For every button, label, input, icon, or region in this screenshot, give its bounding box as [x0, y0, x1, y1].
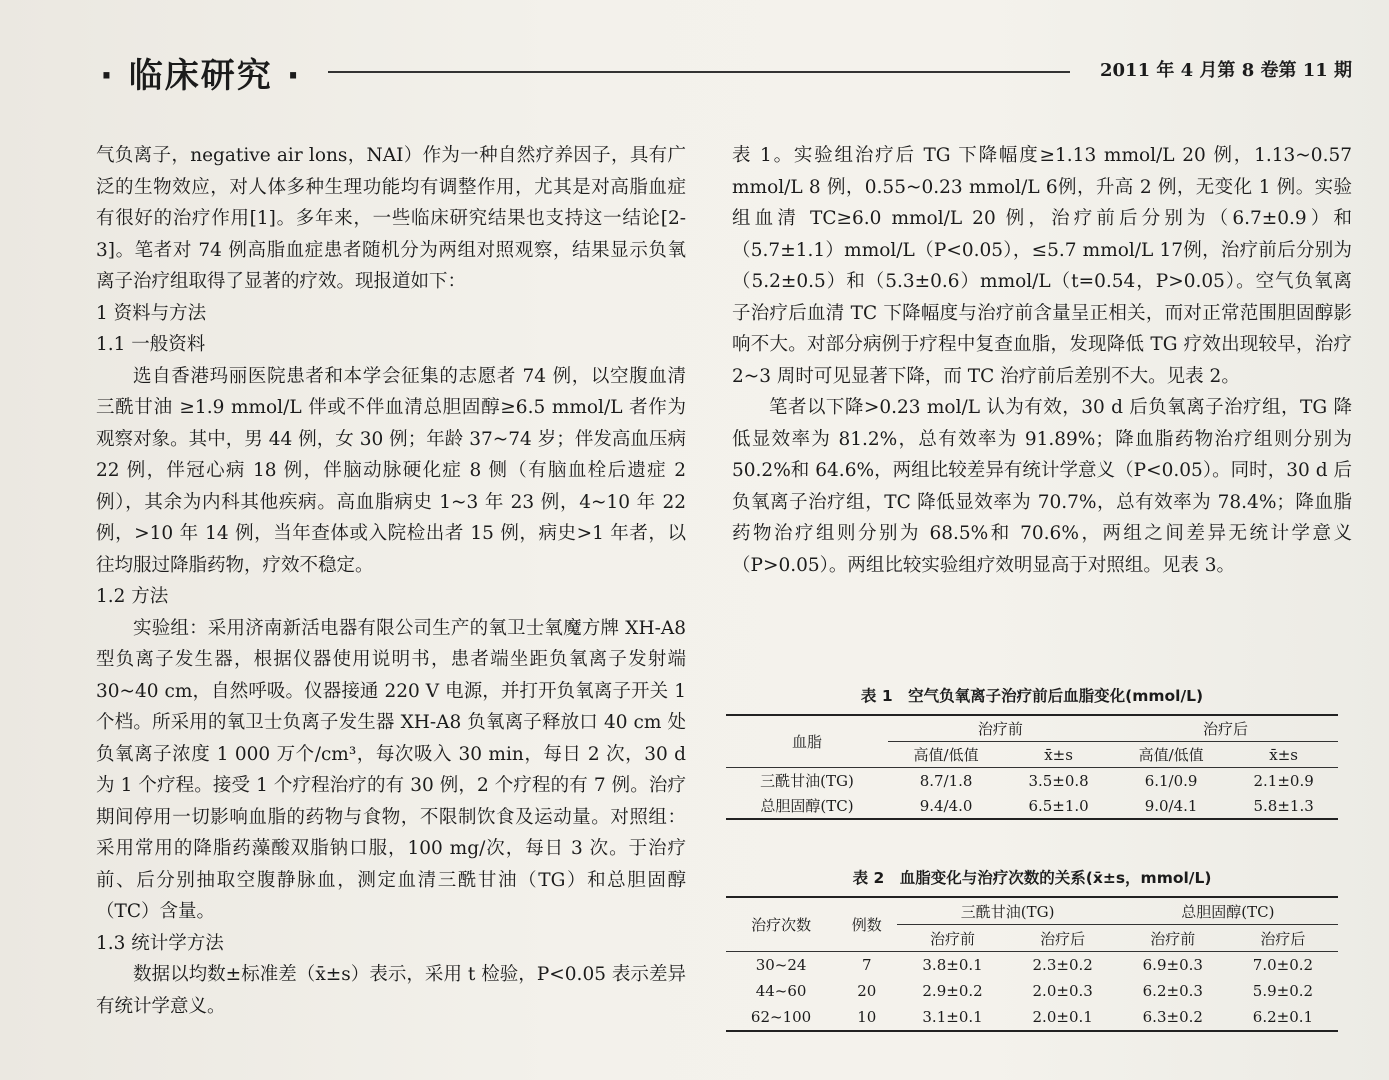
table-2-header-times: 治疗次数	[726, 897, 836, 952]
table-2-caption: 表 2 血脂变化与治疗次数的关系(x̄±s，mmol/L)	[852, 869, 1212, 887]
table-2-header-cases: 例数	[836, 897, 897, 952]
results-paragraph-1: 表 1。实验组治疗后 TG 下降幅度≥1.13 mmol/L 20 例，1.13~0.57 mmol/L 8 例，0.55~0.23 mmol/L 6例，升高 2 例，无变化 1 例。实验组血清 TC≥6.0 mmol/L 20 例，治疗前后分别为（6.7±0.9）和（5.7±1.1）mmol/L（P<0.05），≤5.7 mmol/L 17例，治疗前后分别为（5.2±0.5）和（5.3±0.6）mmol/L（t=0.54，P>0.05）。空气负氧离子治疗后血清 TC 下降幅度与治疗前含量呈正相关，而对正常范围胆固醇影响不大。对部分病例于疗程中复查血脂，发现降低 TG 疗效出现较早，治疗 2~3 周时可见显著下降，而 TC 治疗前后差别不大。见表 2。	[732, 145, 1352, 387]
table-row	[726, 978, 1338, 1004]
table-cell: 6.5±1.0	[1028, 796, 1089, 815]
table-2-subheader-before: 治疗前	[897, 925, 1007, 952]
table-cell: 3.1±0.1	[922, 1008, 983, 1026]
table-cell: 9.0/4.1	[1144, 796, 1198, 815]
table-1-header-before: 治疗前	[888, 715, 1113, 742]
table-cell: 5.8±1.3	[1253, 796, 1314, 815]
table-cell: 6.2±0.3	[1142, 982, 1203, 1000]
table-1-subheader-mean: x̄±s	[1004, 742, 1113, 768]
right-column	[732, 140, 1352, 581]
heading-statistics: 1.3 统计学方法	[96, 932, 224, 954]
table-row	[726, 952, 1338, 979]
table-1-header-lipid: 血脂	[726, 715, 888, 768]
table-cell: 10	[857, 1008, 877, 1026]
table-cell: 2.9±0.2	[922, 982, 983, 1000]
table-2-grid	[726, 896, 1338, 1032]
table-cell: 总胆固醇(TC)	[760, 797, 854, 815]
results-paragraph-2: 笔者以下降>0.23 mol/L 认为有效，30 d 后负氧离子治疗组，TG 降低显效率为 81.2%，总有效率为 91.89%；降血脂药物治疗组则分别为 50.2%和 64.6%，两组比较差异有统计学意义（P<0.05）。同时，30 d 后负氧离子治疗组，TC 降低显效率为 70.7%，总有效率为 78.4%；降血脂药物治疗组则分别为 68.5%和 70.6%，两组之间差异无统计学意义（P>0.05）。两组比较实验组疗效明显高于对照组。见表 3。	[732, 397, 1352, 576]
table-2-subheader-after: 治疗后	[1008, 925, 1118, 952]
table-cell: 6.1/0.9	[1144, 771, 1198, 790]
intro-paragraph: 气负离子，negative air lons，NAI）作为一种自然疗养因子，具有广泛的生物效应，对人体多种生理功能均有调整作用，尤其是对高脂血症有很好的治疗作用[1]。多年来，一些临床研究结果也支持这一结论[2-3]。笔者对 74 例高脂血症患者随机分为两组对照观察，结果显示负氧离子治疗组取得了显著的疗效。现报道如下：	[96, 145, 686, 292]
issue-info: 2011 年 4 月第 8 卷第 11 期	[1100, 60, 1353, 81]
table-cell: 2.3±0.2	[1032, 956, 1093, 974]
table-cell: 7.0±0.2	[1252, 956, 1314, 974]
table-1-caption: 表 1 空气负氧离子治疗前后血脂变化(mmol/L)	[860, 687, 1204, 705]
table-cell: 20	[857, 982, 877, 1000]
table-1-subheader-mean: x̄±s	[1229, 742, 1338, 768]
left-column	[96, 140, 686, 1022]
table-cell: 6.3±0.2	[1142, 1008, 1203, 1026]
table-cell: 30~24	[755, 956, 807, 974]
table-2	[726, 866, 1338, 1032]
page-header	[0, 0, 1389, 110]
table-row	[726, 793, 1338, 819]
general-data-paragraph: 选自香港玛丽医院患者和本学会征集的志愿者 74 例，以空腹血清三酰甘油 ≥1.9 mmol/L 伴或不伴血清总胆固醇≥6.5 mmol/L 者作为观察对象。其中，男 44 例，女 30 例；年龄 37~74 岁；伴发高血压病 22 例，伴冠心病 18 例，伴脑动脉硬化症 8 侧（有脑血栓后遗症 2 例），其余为内科其他疾病。高血脂病史 1~3 年 23 例，4~10 年 22 例，>10 年 14 例，当年查体或入院检出者 15 例，病史>1 年者，以往均服过降脂药物，疗效不稳定。	[96, 365, 686, 576]
table-1-subheader-ratio: 高值/低值	[1113, 742, 1229, 768]
header-rule	[328, 71, 1070, 73]
table-row	[726, 768, 1338, 794]
table-cell: 3.8±0.1	[922, 956, 983, 974]
table-cell: 2.0±0.3	[1032, 982, 1093, 1000]
table-cell: 2.1±0.9	[1253, 771, 1314, 790]
table-cell: 9.4/4.0	[919, 796, 973, 815]
heading-general-data: 1.1 一般资料	[96, 334, 206, 355]
statistics-paragraph: 数据以均数±标准差（x̄±s）表示，采用 t 检验，P<0.05 表示差异有统计学意义。	[96, 964, 686, 1017]
table-1	[726, 684, 1338, 820]
section-title: · 临床研究 ·	[100, 56, 302, 96]
heading-materials-methods: 1 资料与方法	[96, 302, 207, 324]
table-cell: 7	[862, 956, 872, 974]
table-cell: 8.7/1.8	[919, 771, 973, 790]
heading-methods: 1.2 方法	[96, 586, 169, 607]
table-2-header-tg: 三酰甘油(TG)	[897, 897, 1117, 925]
table-2-subheader-before: 治疗前	[1118, 925, 1228, 952]
table-cell: 2.0±0.1	[1032, 1008, 1093, 1026]
table-cell: 6.2±0.1	[1252, 1008, 1314, 1026]
table-cell: 3.5±0.8	[1028, 771, 1089, 790]
table-cell: 44~60	[755, 982, 807, 1000]
table-row	[726, 1004, 1338, 1031]
table-cell: 62~100	[750, 1008, 812, 1026]
table-cell: 5.9±0.2	[1252, 982, 1314, 1000]
methods-paragraph: 实验组：采用济南新活电器有限公司生产的氧卫士氧魔方牌 XH-A8 型负离子发生器，根据仪器使用说明书，患者端坐距负氧离子发射端 30~40 cm，自然呼吸。仪器接通 220 V 电源，并打开负氧离子开关 1 个档。所采用的氧卫士负离子发生器 XH-A8 负氧离子释放口 40 cm 处负氧离子浓度 1 000 万个/cm³，每次吸入 30 min，每日 2 次，30 d 为 1 个疗程。接受 1 个疗程治疗的有 30 例，2 个疗程的有 7 例。治疗期间停用一切影响血脂的药物与食物，不限制饮食及运动量。对照组：采用常用的降脂药藻酸双脂钠口服，100 mg/次，每日 3 次。于治疗前、后分别抽取空腹静脉血，测定血清三酰甘油（TG）和总胆固醇（TC）含量。	[96, 617, 686, 922]
table-cell: 6.9±0.3	[1142, 956, 1203, 974]
table-cell: 三酰甘油(TG)	[760, 772, 854, 790]
table-2-header-tc: 总胆固醇(TC)	[1118, 897, 1338, 925]
table-2-subheader-after: 治疗后	[1228, 925, 1338, 952]
table-1-grid	[726, 714, 1338, 820]
table-1-subheader-ratio: 高值/低值	[888, 742, 1004, 768]
table-1-header-after: 治疗后	[1113, 715, 1338, 742]
